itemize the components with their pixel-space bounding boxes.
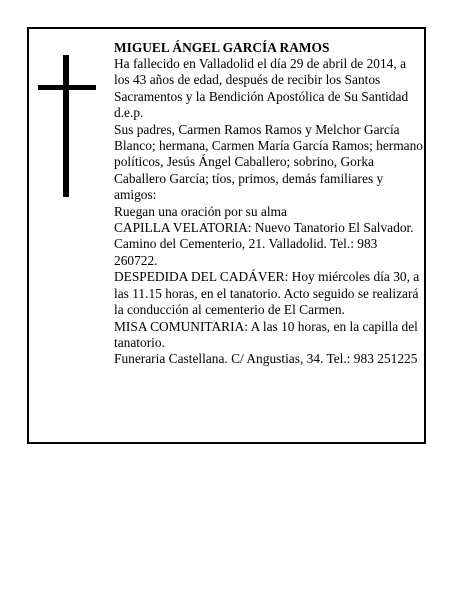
mass-info: MISA COMUNITARIA: A las 10 horas, en la capilla del tanatorio. bbox=[114, 318, 418, 350]
funeral-home-info: Funeraria Castellana. C/ Angustias, 34. Tel.: 983 251225 bbox=[114, 351, 418, 367]
prayer-request: Ruegan una oración por su alma bbox=[114, 203, 287, 219]
obituary-text bbox=[114, 39, 424, 368]
latin-cross-icon bbox=[38, 55, 96, 197]
wake-chapel-info: CAPILLA VELATORIA: Nuevo Tanatorio El Salvador. Camino del Cementerio, 21. Valladolid. Tel.: 983 260722. bbox=[114, 220, 414, 268]
rest-in-peace: d.e.p. bbox=[114, 105, 144, 121]
deceased-name: MIGUEL ÁNGEL GARCÍA RAMOS bbox=[114, 40, 330, 55]
farewell-info: DESPEDIDA DEL CADÁVER: Hoy miércoles día 30, a las 11.15 horas, en el tanatorio. Acto seguido se realizará la conducción al cementerio de El Carmen. bbox=[114, 269, 420, 318]
cross-vertical-bar bbox=[63, 55, 69, 197]
cross-horizontal-bar bbox=[38, 85, 96, 90]
family-members: Sus padres, Carmen Ramos Ramos y Melchor García Blanco; hermana, Carmen María García Ramos; hermano políticos, Jesús Ángel Caballero; sobrino, Gorka Caballero García; tíos, primos, demás familiares y amigos: bbox=[114, 121, 423, 203]
death-announcement: Ha fallecido en Valladolid el día 29 de abril de 2014, a los 43 años de edad, después de recibir los Santos Sacramentos y la Bendición Apostólica de Su Santidad bbox=[114, 56, 409, 104]
